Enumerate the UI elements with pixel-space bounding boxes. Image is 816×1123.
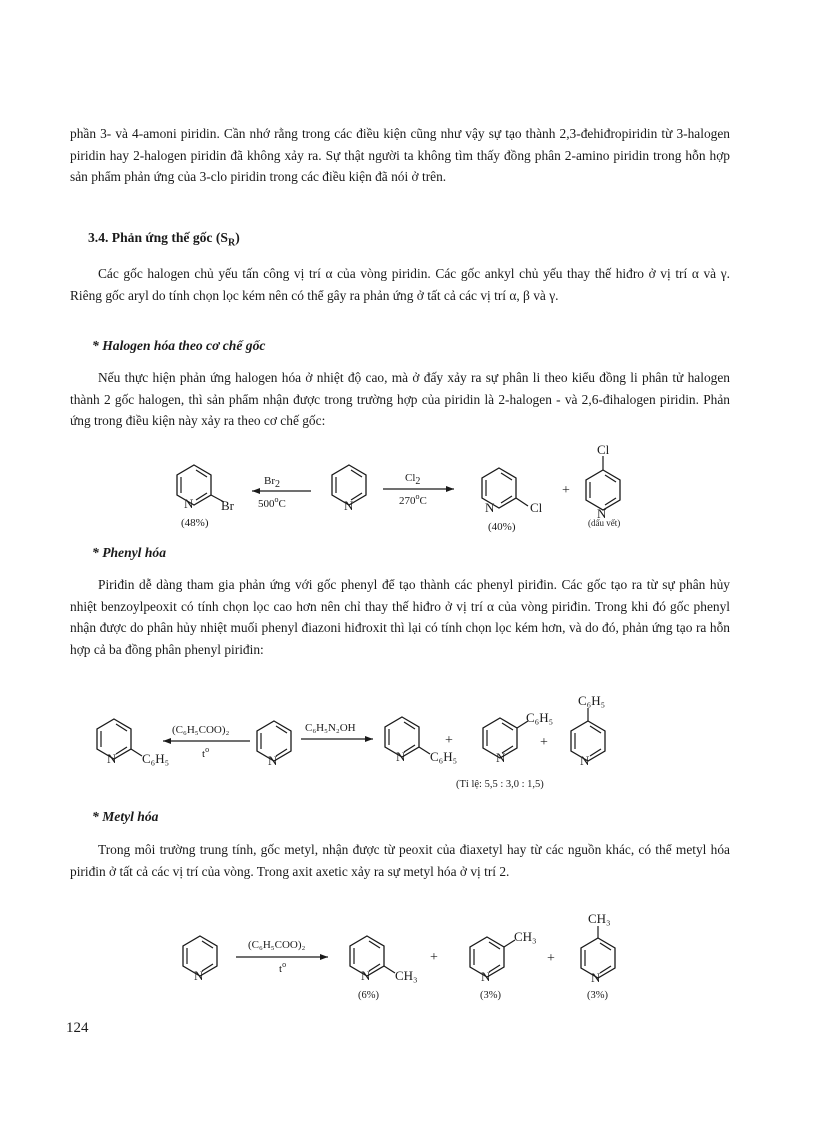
arrow-chlorination (383, 472, 454, 507)
section-heading (88, 230, 240, 249)
degree-sign: o (282, 960, 287, 969)
isomer-ratio: (Tỉ lệ: 5,5 : 3,0 : 1,5) (456, 779, 544, 790)
reagent-cl2: Cl (405, 472, 416, 484)
page-number: 124 (66, 1020, 89, 1036)
reagent-cl2-subscript: 2 (415, 476, 421, 487)
pyridine-dichloro-structure (586, 442, 620, 528)
plus-sign: + (430, 950, 438, 965)
arrow-diazonium (301, 722, 373, 742)
phenylpyridine-2-structure (97, 719, 169, 766)
n-atom-label: N (361, 968, 371, 983)
reagent-br2: Br (264, 475, 275, 487)
yield-4-methyl: (3%) (587, 990, 608, 1001)
phenyl-substituent: C₆H₅ (142, 751, 170, 766)
paragraph-halogenation: Nếu thực hiện phản ứng halogen hóa ở nhiệt độ cao, mà ở đấy xảy ra sự phân li theo kiểu đồng li phân tử halogen thành 2 gốc halogen, thì sản phẩm nhận được trong trường hợp của piridin là 2-halogen - và 2,6-đihalogen piridin. Phản ứng trong điều kiện này xảy ra theo cơ chế gốc: (70, 370, 730, 428)
arrow-bromination (252, 475, 311, 510)
phenyl-substituent: C₆H₅ (578, 693, 606, 708)
paragraph-methylation: Trong môi trường trung tính, gốc metyl, nhận được từ peoxit của điaxetyl hay từ các nguồn khác, có thể metyl hóa piriđin ở tất cả các vị trí của vòng. Trong axit axetic xảy ra sự metyl hóa ở vị trí 2. (70, 842, 730, 879)
halogenation-scheme (0, 430, 816, 540)
section-heading-close: ) (235, 230, 240, 245)
pyridine-2-bromo-structure (177, 465, 235, 529)
yield-2-methyl: (6%) (358, 990, 379, 1001)
section-heading-text: 3.4. Phản ứng thế gốc (S (88, 230, 228, 245)
plus-sign: + (547, 951, 555, 966)
yield-bromo: (48%) (181, 517, 209, 529)
n-atom-label: N (591, 970, 601, 985)
paragraph-intro: phần 3- và 4-amoni piridin. Cần nhớ rằng trong các điều kiện cũng như vậy sự tạo thành 2,3-đehiđropiridin từ 3-halogen piridin hay 2-halogen piridin đã không xảy ra. Sự thật người ta không tìm thấy đồng phân 2-amino piridin trong hỗn hợp sản phẩm phản ứng của 3-clo piridin trong các điều kiện đã nói ở trên. (70, 126, 730, 184)
n-atom-label: N (344, 498, 354, 513)
methylpyridine-3-product (470, 929, 537, 1001)
pyridine-structure (183, 936, 217, 983)
reagent-benzoylperoxide: (C₆H₅COO)₂ (172, 724, 230, 736)
degree-sign: o (415, 492, 420, 501)
n-atom-label: N (597, 506, 607, 521)
methylation-scheme (0, 905, 816, 1010)
paragraph-radicals: Các gốc halogen chủ yếu tấn công vị trí α của vòng piridin. Các gốc ankyl chủ yếu thay thế hiđro ở vị trí α và γ. Riêng gốc aryl do tính chọn lọc kém nên có thể gây ra phản ứng ở tất cả các vị trí α, β và γ. (70, 266, 730, 303)
phenyl-substituent: C₆H₅ (526, 710, 554, 725)
reagent-diazonium: C₆H₅N₂OH (305, 722, 356, 734)
subheading-halogenation: * Halogen hóa theo cơ chế gốc (92, 338, 266, 353)
heat-symbol: t (202, 748, 206, 760)
methyl-substituent: CH₃ (395, 968, 418, 983)
br-substituent: Br (221, 498, 234, 513)
svg-text:270oC (399, 492, 427, 507)
temp-bromination: 500 (258, 498, 275, 510)
cl-substituent: Cl (597, 442, 610, 457)
pyridine-2-chloro-structure (482, 468, 543, 533)
phenylation-scheme (0, 685, 816, 795)
plus-sign: + (540, 735, 548, 750)
n-atom-label: N (268, 753, 278, 768)
yield-chloro: (40%) (488, 521, 516, 533)
celsius-label: C (419, 495, 427, 507)
n-atom-label: N (184, 496, 194, 511)
heat-symbol: t (279, 963, 283, 975)
phenylpyridine-4-product (571, 693, 605, 768)
cl-substituent: Cl (530, 500, 543, 515)
svg-text:Br2 (264, 475, 280, 490)
n-atom-label: N (396, 749, 406, 764)
degree-sign: o (205, 745, 210, 754)
degree-sign: o (274, 495, 279, 504)
n-atom-label: N (485, 500, 495, 515)
reagent-br2-subscript: 2 (275, 479, 280, 490)
section-heading-subscript: R (227, 237, 236, 249)
paragraph-phenylation: Piriđin dễ dàng tham gia phản ứng với gốc phenyl để tạo thành các phenyl piriđin. Các gốc tạo ra từ sự phân hủy nhiệt benzoylpeoxit có tính chọn lọc cao hơn nên chỉ thay thế hiđro ở vị trí α của vòng piriđin. Trong khi đó gốc phenyl nhận được do phân hủy nhiệt muối phenyl điazoni hiđroxit thì lại có tính chọn lọc kém hơn, và do đó, phản ứng tạo ra hỗn hợp cả ba đồng phân phenyl piriđin: (70, 577, 730, 657)
svg-text:to (279, 960, 286, 975)
n-atom-label: N (496, 750, 506, 765)
plus-sign: + (562, 483, 570, 498)
plus-sign: + (445, 733, 453, 748)
pyridine-structure (332, 465, 366, 513)
arrow-benzoylperoxide (163, 724, 250, 760)
subheading-phenylation: * Phenyl hóa (92, 545, 167, 560)
reagent-benzoylperoxide: (C₆H₅COO)₂ (248, 939, 306, 951)
yield-trace: (dấu vết) (588, 518, 621, 528)
yield-3-methyl: (3%) (480, 990, 501, 1001)
n-atom-label: N (580, 753, 590, 768)
svg-text:500oC (258, 495, 286, 510)
n-atom-label: N (194, 968, 204, 983)
methyl-substituent: CH₃ (588, 911, 611, 926)
subheading-methylation: * Metyl hóa (92, 809, 159, 824)
n-atom-label: N (107, 751, 117, 766)
n-atom-label: N (481, 969, 491, 984)
svg-text:Cl2 (405, 472, 420, 487)
temp-chlorination: 270 (399, 495, 416, 507)
phenyl-substituent: C₆H₅ (430, 749, 458, 764)
methylpyridine-4-product (581, 911, 615, 1001)
methylpyridine-2-product (350, 936, 418, 1001)
svg-text:to (202, 745, 209, 760)
methyl-substituent: CH₃ (514, 929, 537, 944)
arrow-methylation (236, 939, 328, 975)
pyridine-structure (257, 721, 291, 768)
celsius-label: C (278, 498, 286, 510)
